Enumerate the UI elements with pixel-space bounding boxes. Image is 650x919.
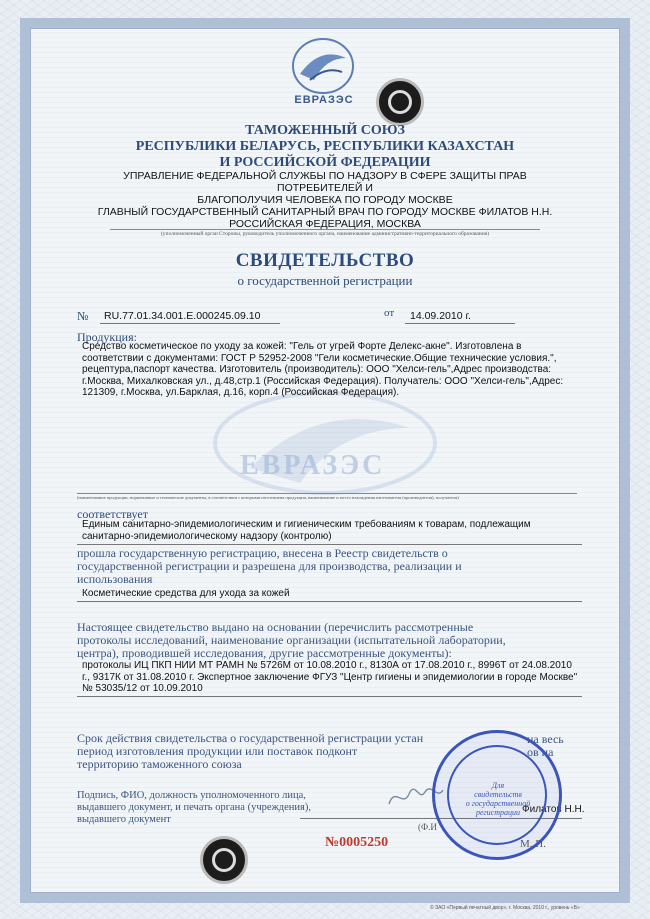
conforms-line: Единым санитарно-эпидемиологическим и гигиеническим требованиям к товарам, подлежащим bbox=[82, 519, 531, 530]
watermark-text: ЕВРАЗЭС bbox=[240, 450, 386, 481]
validity-fragment: на весь bbox=[527, 732, 564, 746]
authority-line: УПРАВЛЕНИЕ ФЕДЕРАЛЬНОЙ СЛУЖБЫ ПО НАДЗОРУ В СФЕРЕ ЗАЩИТЫ ПРАВ ПОТРЕБИТЕЛЕЙ И bbox=[123, 170, 527, 194]
stamp-text: Для bbox=[491, 781, 505, 790]
product-description bbox=[82, 341, 582, 399]
basis-line: протоколы исследований, наименование организации (испытательной лаборатории, bbox=[77, 633, 506, 647]
registration-date: 14.09.2010 г. bbox=[410, 310, 471, 322]
registration-line: государственной регистрации и разрешена для производства, реализации и bbox=[77, 559, 462, 573]
registration-line: прошла государственную регистрацию, внесена в Реестр свидетельств о bbox=[77, 546, 448, 560]
signature-line: выдавшего документ, и печать органа (учреждения), bbox=[77, 802, 311, 813]
authority-note: (уполномоченный орган Стороны, руководитель уполномоченного органа, наименование административно-территориального образования) bbox=[110, 229, 540, 237]
header-line-1: ТАМОЖЕННЫЙ СОЮЗ bbox=[245, 123, 405, 138]
mp-label: М. П. bbox=[520, 838, 546, 850]
fio-label: (Ф.И bbox=[418, 822, 437, 832]
usage-area: Косметические средства для ухода за кожей bbox=[82, 588, 290, 599]
basis-line: центра), проводившей исследования, другие рассмотренные документы): bbox=[77, 646, 452, 660]
signatory-name: Филатов Н.Н. bbox=[522, 804, 585, 815]
product-line: рецептура,паспорт качества. Изготовитель (производитель): ООО "Хелси-гель",Адрес производства: bbox=[82, 364, 552, 375]
validity-fragment: ов на bbox=[527, 745, 554, 759]
validity-line: период изготовления продукции или поставок подконт bbox=[77, 744, 358, 758]
eurasec-emblem-icon bbox=[290, 36, 356, 96]
header-line-3: И РОССИЙСКОЙ ФЕДЕРАЦИИ bbox=[219, 155, 431, 170]
document-subtitle: о государственной регистрации bbox=[237, 273, 413, 288]
validity-line: Срок действия свидетельства о государственной регистрации устан bbox=[77, 731, 424, 745]
stamp-text: о государственной bbox=[465, 799, 531, 808]
basis-line: Настоящее свидетельство выдано на основании (перечислить рассмотренные bbox=[77, 620, 474, 634]
product-line: 121309, г.Москва, ул.Барклая, д.16, корп.4 (Российская Федерация). bbox=[82, 387, 400, 398]
conforms-label: соответствует bbox=[77, 507, 148, 521]
authority-line: БЛАГОПОЛУЧИЯ ЧЕЛОВЕКА ПО ГОРОДУ МОСКВЕ bbox=[197, 194, 453, 206]
stamp-text: свидетельств bbox=[474, 790, 522, 799]
document-title: СВИДЕТЕЛЬСТВО bbox=[235, 250, 415, 271]
date-label: от bbox=[384, 307, 395, 319]
registration-line: использования bbox=[77, 572, 153, 586]
conforms-line: санитарно-эпидемиологическому надзору (контролю) bbox=[82, 530, 332, 542]
registration-statement bbox=[77, 547, 582, 586]
basis-value: протоколы ИЦ ПКП НИИ МТ РАМН № 5726М от 10.08.2010 г., 8130А от 17.08.2010 г., 8996Т от 24.08.2010 bbox=[82, 660, 572, 671]
product-note: (наименование продукции, нормативные и технические документы, в соответствии с которыми изготовлена продукция, наименование и место нахождения изготовителя (производителя), получателя) bbox=[77, 493, 577, 500]
union-header bbox=[110, 123, 540, 171]
basis-documents bbox=[82, 660, 587, 695]
conforms-text bbox=[82, 519, 582, 542]
serial-number: №0005250 bbox=[325, 835, 389, 850]
product-line: соответствии с документами: ГОСТ Р 52952-2008 "Гели косметические.Общие технические условия.", bbox=[82, 352, 557, 364]
product-line: Средство косметическое по уходу за кожей: "Гель от угрей Форте Делекс-акне". Изготовлена в bbox=[82, 341, 522, 352]
product-label: Продукция: bbox=[77, 330, 137, 344]
registration-number: RU.77.01.34.001.Е.000245.09.10 bbox=[104, 310, 261, 322]
emblem-label: ЕВРАЗЭС bbox=[294, 94, 354, 106]
number-label: № bbox=[77, 309, 89, 323]
printer-footer: © ЗАО «Первый печатный двор», г. Москва, 2010 г., уровень «В» bbox=[430, 905, 580, 911]
stamp-text: регистрации bbox=[476, 808, 520, 817]
authority-line: ГЛАВНЫЙ ГОСУДАРСТВЕННЫЙ САНИТАРНЫЙ ВРАЧ ПО ГОРОДУ МОСКВЕ ФИЛАТОВ Н.Н. bbox=[97, 206, 553, 218]
official-stamp bbox=[432, 730, 562, 860]
basis-value: № 53035/12 от 10.09.2010 bbox=[82, 683, 203, 694]
hologram-badge-bottom bbox=[200, 836, 248, 884]
authority-block bbox=[80, 170, 570, 230]
signature-line: Подпись, ФИО, должность уполномоченного лица, bbox=[77, 790, 306, 801]
product-line: г.Москва, Михалковская ул., д.48,стр.1 (Российская Федерация). Получатель: ООО "Хелси-гель",Адрес: bbox=[82, 375, 564, 387]
basis-statement bbox=[77, 621, 582, 660]
signature-caption bbox=[77, 790, 311, 826]
authority-line: РОССИЙСКАЯ ФЕДЕРАЦИЯ, МОСКВА bbox=[229, 218, 421, 230]
basis-value: г., 9317К от 31.08.2010 г. Экспертное заключение ФГУЗ "Центр гигиены и эпидемиологии в городе Москве" bbox=[82, 671, 578, 683]
hologram-badge-top bbox=[376, 78, 424, 126]
signature-line: выдавшего документ bbox=[77, 814, 171, 825]
header-line-2: РЕСПУБЛИКИ БЕЛАРУСЬ, РЕСПУБЛИКИ КАЗАХСТАН bbox=[135, 139, 515, 154]
validity-line: территорию таможенного союза bbox=[77, 757, 242, 771]
